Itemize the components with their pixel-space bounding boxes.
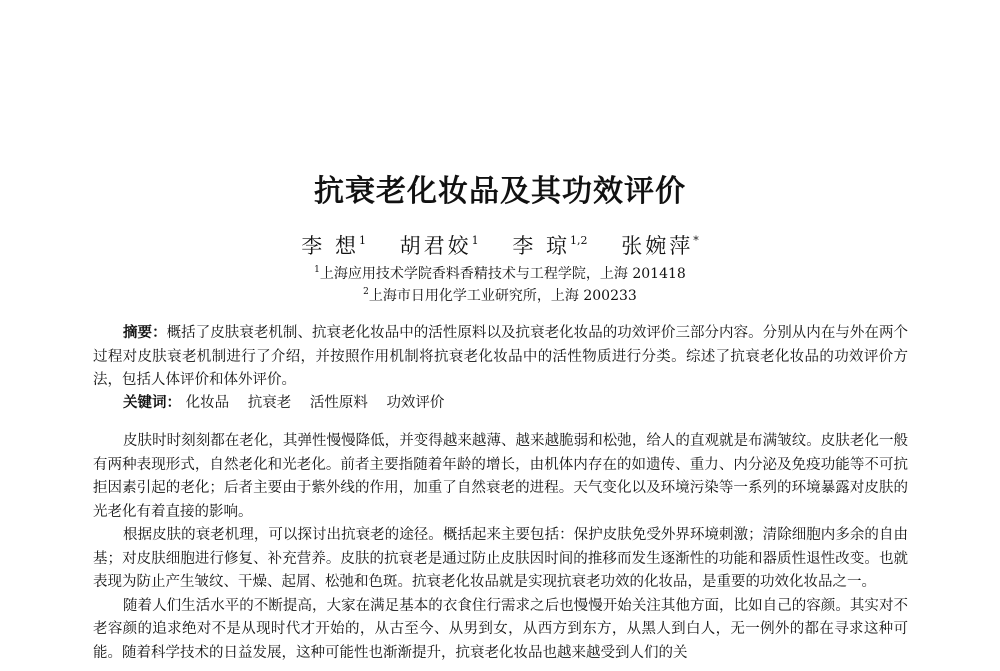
keywords: [123, 392, 908, 416]
body-text: [93, 430, 908, 665]
affiliation-2: $^2$上海市日用化学工业研究所，上海 200233: [363, 287, 637, 304]
paper-title: 抗衰老化妆品及其功效评价: [314, 174, 686, 209]
abstract: [93, 322, 908, 393]
author-4: 张婉萍*: [621, 234, 699, 258]
keyword: 功效评价: [386, 395, 445, 411]
keyword: 抗衰老: [247, 395, 292, 411]
keyword: 化妆品: [185, 395, 230, 411]
affiliation-1: $^1$上海应用技术学院香料香精技术与工程学院，上海 201418: [314, 265, 686, 282]
author-3: 李 琼$^{1,2}$: [512, 234, 588, 258]
keywords-label: 关键词：: [123, 395, 181, 411]
paragraph: 随着人们生活水平的不断提高，大家在满足基本的衣食住行需求之后也慢慢开始关注其他方面，比如自己的容颜。其实对不老容颜的追求绝对不是从现时代才开始的，从古至今、从男到女，从西方到东方，从黑人到白人，无一例外的都在寻求这种可能。随着科学技术的日益发展，这种可能性也渐渐提升，抗衰老化妆品也越来越受到人们的关: [93, 597, 908, 661]
author-1: 李 想$^1$: [301, 234, 366, 258]
paragraph: 根据皮肤的衰老机理，可以探讨出抗衰老的途径。概括起来主要包括：保护皮肤免受外界环境刺激；清除细胞内多余的自由基；对皮肤细胞进行修复、补充营养。皮肤的抗衰老是通过防止皮肤因时间的推移而发生逐渐性的功能和器质性退性改变。也就表现为防止产生皱纹、干燥、起屑、松弛和色斑。抗衰老化妆品就是实现抗衰老功效的化妆品，是重要的功效化妆品之一。: [93, 527, 908, 590]
keyword: 活性原料: [309, 395, 368, 411]
abstract-label: 摘要：: [123, 325, 167, 341]
author-2: 胡君姣$^1$: [399, 234, 479, 258]
abstract-text: 概括了皮肤衰老机制、抗衰老化妆品中的活性原料以及抗衰老化妆品的功效评价三部分内容。分别从内在与外在两个过程对皮肤衰老机制进行了介绍，并按照作用机制将抗衰老化妆品中的活性物质进行分类。综述了抗衰老化妆品的功效评价方法，包括人体评价和体外评价。: [93, 325, 909, 388]
paragraph: 皮肤时时刻刻都在老化，其弹性慢慢降低，并变得越来越薄、越来越脆弱和松弛，给人的直观就是布满皱纹。皮肤老化一般有两种表现形式，自然老化和光老化。前者主要指随着年龄的增长，由机体内存在的如遗传、重力、内分泌及免疫功能等不可抗拒因素引起的老化；后者主要由于紫外线的作用，加重了自然衰老的进程。天气变化以及环境污染等一系列的环境暴露对皮肤的光老化有着直接的影响。: [93, 433, 908, 520]
author-list: [0, 230, 1000, 260]
